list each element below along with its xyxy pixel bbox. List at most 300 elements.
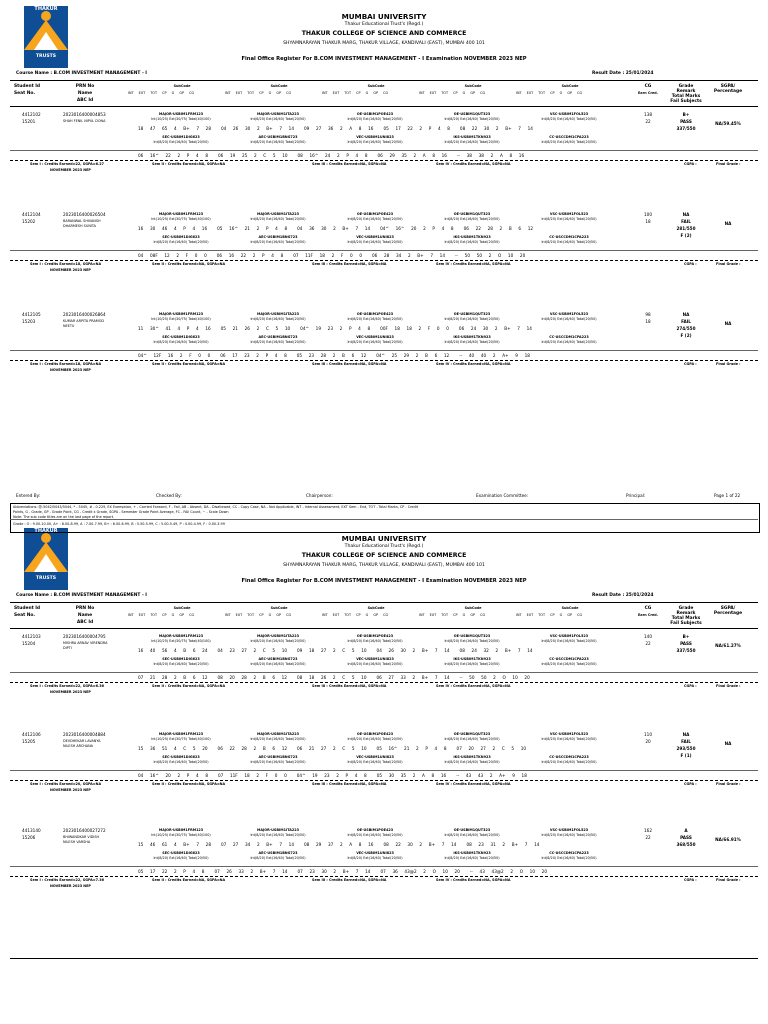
subject-marks-scheme: Int(8/20) Ext(16/40) Total(20/50) — [250, 662, 306, 666]
final-grade-label: Final Grade : — [716, 782, 741, 786]
student-id: 4412102 — [22, 112, 41, 117]
col-sub-fields: INT EXT TOT CP G GP CG — [128, 91, 195, 95]
student-name: BARANWAL SHIVANSH — [63, 219, 101, 223]
sem3-summary: Sem III : Credits Earned=NA, SGPA=NA — [312, 878, 387, 882]
subject-marks-scheme: Int(8/20) Ext(16/40) Total(20/50) — [347, 217, 403, 221]
marks-row-1: 15 46 61 4 B+ 7 28 07 27 34 2 B+ 7 14 08 29 37 2 A 8 16 08 22 30 2 B+ 7 14 08 23 31 2 B+ 7 14 — [138, 842, 540, 847]
subject-code: SEC-USBIM1DIG623 — [162, 335, 200, 339]
subject-marks-scheme: Int(8/20) Ext(16/40) Total(20/50) — [347, 737, 403, 741]
marks-row-2: 06 16^ 22 2 P 4 8 06 19 25 2 C 5 10 08 16^ 24 2 P 4 8 06 29 35 2 A 8 16 -- 38 38 2 A 8 16 — [138, 153, 525, 158]
register-title: Final Office Register For B.COM INVESTMENT MANAGEMENT - I Examination NOVEMBER 2023 NEP — [241, 56, 527, 62]
subject-marks-scheme: Int(10/25) Ext(30/75) Total(40/100) — [151, 737, 211, 741]
col-subcode: SubCode — [270, 84, 288, 88]
university-name: MUMBAI UNIVERSITY — [341, 12, 427, 21]
exam-month: NOVEMBER 2023 NEP — [50, 368, 91, 372]
student-divider — [10, 160, 758, 161]
subject-code: AEC-USBIM1BNG723 — [258, 657, 298, 661]
sem3-summary: Sem III : Credits Earned=NA, SGPA=NA — [312, 782, 387, 786]
total-marks-value: 337/550 — [676, 648, 696, 653]
subject-marks-scheme: Int(10/25) Ext(30/75) Total(40/100) — [151, 317, 211, 321]
student-name-line2: NILESH VARSHA — [63, 840, 91, 844]
remark-value: FAIL — [681, 219, 691, 224]
sem1-summary: Sem I : Credits Earned=22, SGPA=7.36 — [30, 878, 104, 882]
earned-credits: 22 — [645, 835, 651, 840]
grade-legend-rule — [10, 519, 758, 520]
subject-marks-scheme: Int(8/20) Ext(16/40) Total(20/50) — [541, 737, 597, 741]
col-sub-fields: INT EXT TOT CP G GP CG — [516, 613, 583, 617]
subject-code: VSC-USBIM1FOL523 — [549, 112, 589, 116]
subject-marks-scheme: Int(8/20) Ext(16/40) Total(20/50) — [250, 760, 306, 764]
student-divider — [10, 780, 758, 781]
subject-marks-scheme: Int(8/20) Ext(16/40) Total(20/50) — [541, 240, 597, 244]
student-id: 4412105 — [22, 312, 41, 317]
fail-count: F (1) — [680, 753, 692, 758]
col-grade: Grade — [678, 606, 694, 611]
subject-marks-scheme: Int(8/20) Ext(16/40) Total(20/50) — [444, 760, 500, 764]
page-end-rule — [10, 958, 758, 959]
subject-marks-scheme: Int(8/20) Ext(16/40) Total(20/50) — [444, 240, 500, 244]
logo-text: THAKUR — [34, 528, 58, 534]
subject-code: OE-USBIM1QUT323 — [453, 828, 491, 832]
col-subcode: SubCode — [561, 84, 579, 88]
student-divider — [10, 876, 758, 877]
subject-marks-scheme: Int(8/20) Ext(16/40) Total(20/50) — [347, 760, 403, 764]
subject-code: VSC-USBIM1FOL523 — [549, 312, 589, 316]
subject-marks-scheme: Int(8/20) Ext(16/40) Total(20/50) — [444, 737, 500, 741]
cg-value: 140 — [644, 634, 652, 639]
grade-value: B+ — [682, 112, 690, 117]
subject-code: OE-USBIM1POE423 — [356, 312, 394, 316]
subject-code: MAJOR-USBIM1ITA223 — [257, 112, 299, 116]
subject-marks-scheme: Int(8/20) Ext(16/40) Total(20/50) — [444, 833, 500, 837]
col-earn-cred: Earn Cred. — [637, 91, 659, 95]
subject-code: CC-USCCDM1CPA223 — [549, 851, 589, 855]
subject-code: OE-USBIM1QUT323 — [453, 634, 491, 638]
subject-code: AEC-USBIM1BNG723 — [258, 235, 298, 239]
col-sub-fields: INT EXT TOT CP G GP CG — [322, 613, 389, 617]
col-subcode: SubCode — [464, 606, 482, 610]
remark-value: FAIL — [681, 739, 691, 744]
sgpa-percentage: NA — [724, 321, 732, 326]
subject-marks-scheme: Int(8/20) Ext(16/40) Total(20/50) — [250, 833, 306, 837]
marks-divider — [10, 770, 758, 771]
subject-code: IKS-USBIM1TKN923 — [453, 135, 491, 139]
sem3-summary: Sem III : Credits Earned=NA, SGPA=NA — [312, 162, 387, 166]
subject-marks-scheme: Int(8/20) Ext(16/40) Total(20/50) — [444, 117, 500, 121]
total-marks-value: 293/550 — [676, 746, 696, 751]
subject-marks-scheme: Int(8/20) Ext(16/40) Total(20/50) — [541, 317, 597, 321]
subject-marks-scheme: Int(8/20) Ext(16/40) Total(20/50) — [444, 140, 500, 144]
subject-marks-scheme: Int(8/20) Ext(16/40) Total(20/50) — [541, 856, 597, 860]
earned-credits: 18 — [645, 219, 651, 224]
earned-credits: 18 — [645, 319, 651, 324]
college-address: SHYAMNARAYAN THAKUR MARG, THAKUR VILLAGE, KANDIVALI (EAST), MUMBAI 400 101 — [283, 563, 485, 568]
trust-name: Thakur Educational Trust's (Regd.) — [344, 22, 424, 27]
sgpa-percentage: NA/61.27% — [715, 643, 741, 648]
column-header-rule — [10, 106, 758, 107]
subject-marks-scheme: Int(8/20) Ext(16/40) Total(20/50) — [250, 340, 306, 344]
subject-marks-scheme: Int(8/20) Ext(16/40) Total(20/50) — [250, 240, 306, 244]
col-subcode: SubCode — [367, 606, 385, 610]
prn-number: 2023016400004795 — [63, 634, 106, 639]
subject-marks-scheme: Int(8/20) Ext(16/40) Total(20/50) — [250, 317, 306, 321]
remark-value: FAIL — [681, 319, 691, 324]
marks-row-1: 11 30^ 41 4 P 4 16 05 21 26 2 C 5 10 04^ 19 23 2 P 4 8 00F 18 18 2 F 0 0 06 24 30 2 B+ 7 14 — [138, 326, 532, 331]
marks-divider — [10, 866, 758, 867]
subject-code: CC-USCCDM1CPA223 — [549, 135, 589, 139]
subject-marks-scheme: Int(8/20) Ext(16/40) Total(20/50) — [347, 240, 403, 244]
page-number: Page 1 of 22 — [714, 493, 741, 498]
college-address: SHYAMNARAYAN THAKUR MARG, THAKUR VILLAGE, KANDIVALI (EAST), MUMBAI 400 101 — [283, 41, 485, 46]
exam-month: NOVEMBER 2023 NEP — [50, 690, 91, 694]
subject-marks-scheme: Int(8/20) Ext(16/40) Total(20/50) — [444, 340, 500, 344]
subject-marks-scheme: Int(8/20) Ext(16/40) Total(20/50) — [444, 639, 500, 643]
subject-marks-scheme: Int(8/20) Ext(16/40) Total(20/50) — [444, 217, 500, 221]
total-marks-value: 337/550 — [676, 126, 696, 131]
sem2-summary: Sem II : Credits Earned=NA, SGPA=NA — [152, 362, 226, 366]
exam-month: NOVEMBER 2023 NEP — [50, 884, 91, 888]
sem1-summary: Sem I : Credits Earned=22, SGPA=6.27 — [30, 162, 104, 166]
subject-marks-scheme: Int(10/25) Ext(30/75) Total(40/100) — [151, 833, 211, 837]
sem2-summary: Sem II : Credits Earned=NA, SGPA=NA — [152, 782, 226, 786]
exam-month: NOVEMBER 2023 NEP — [50, 788, 91, 792]
subject-marks-scheme: Int(8/20) Ext(16/40) Total(20/50) — [541, 217, 597, 221]
subject-code: MAJOR-USBIM1ITA223 — [257, 634, 299, 638]
sgpa-percentage: NA/66.91% — [715, 837, 741, 842]
subject-code: MAJOR-USBIM1FRM123 — [158, 312, 204, 316]
sgpa-percentage: NA/59.45% — [715, 121, 741, 126]
subject-code: MAJOR-USBIM1FRM123 — [158, 828, 204, 832]
prn-number: 2023016400026504 — [63, 212, 106, 217]
student-divider — [10, 682, 758, 683]
prn-number: 2023016400027272 — [63, 828, 106, 833]
subject-code: VEC-USBIM1UNI823 — [356, 657, 394, 661]
marks-row-1: 18 47 65 4 B+ 7 28 04 26 30 2 B+ 7 14 09 27 36 2 A 8 16 05 17 22 2 P 4 8 08 22 30 2 B+ 7 14 — [138, 126, 533, 131]
sem4-summary: Sem IV : Credits Earned=NA, SGPA=NA — [436, 262, 511, 266]
col-subcode: SubCode — [173, 606, 191, 610]
subject-marks-scheme: Int(8/20) Ext(16/40) Total(20/50) — [250, 217, 306, 221]
final-grade-label: Final Grade : — [716, 362, 741, 366]
sem2-summary: Sem II : Credits Earned=NA, SGPA=NA — [152, 162, 226, 166]
earned-credits: 22 — [645, 119, 651, 124]
subject-marks-scheme: Int(8/20) Ext(16/40) Total(20/50) — [347, 317, 403, 321]
subject-code: CC-USCCDM1CPA223 — [549, 755, 589, 759]
sem2-summary: Sem II : Credits Earned=NA, SGPA=NA — [152, 684, 226, 688]
col-total-marks: Total Marks — [671, 94, 701, 99]
student-name-line2: DHARMESH SUNITA — [63, 224, 96, 228]
subject-marks-scheme: Int(8/20) Ext(16/40) Total(20/50) — [153, 662, 209, 666]
total-marks-value: 281/550 — [676, 226, 696, 231]
subject-marks-scheme: Int(8/20) Ext(16/40) Total(20/50) — [347, 833, 403, 837]
subject-marks-scheme: Int(8/20) Ext(16/40) Total(20/50) — [153, 240, 209, 244]
subject-marks-scheme: Int(8/20) Ext(16/40) Total(20/50) — [250, 140, 306, 144]
col-remark: Remark — [676, 89, 696, 94]
subject-code: IKS-USBIM1TKN923 — [453, 657, 491, 661]
subject-marks-scheme: Int(8/20) Ext(16/40) Total(20/50) — [250, 639, 306, 643]
subject-marks-scheme: Int(8/20) Ext(16/40) Total(20/50) — [347, 140, 403, 144]
subject-marks-scheme: Int(10/25) Ext(30/75) Total(40/100) — [151, 217, 211, 221]
sem1-summary: Sem I : Credits Earned=22, SGPA=6.36 — [30, 684, 104, 688]
col-sub-fields: INT EXT TOT CP G GP CG — [128, 613, 195, 617]
result-date: Result Date : 25/01/2024 — [592, 71, 654, 76]
subject-code: OE-USBIM1POE423 — [356, 732, 394, 736]
subject-code: MAJOR-USBIM1FRM123 — [158, 732, 204, 736]
marks-row-2: 07 21 28 2 B 6 12 08 20 28 2 B 6 12 08 18 26 2 C 5 10 06 27 33 2 B+ 7 14 -- 50 50 2 O 10 20 — [138, 675, 530, 680]
col-total-marks: Total Marks — [671, 616, 701, 621]
subject-code: IKS-USBIM1TKN923 — [453, 235, 491, 239]
col-sub-fields: INT EXT TOT CP G GP CG — [322, 91, 389, 95]
sem4-summary: Sem IV : Credits Earned=NA, SGPA=NA — [436, 162, 511, 166]
subject-code: IKS-USBIM1TKN923 — [453, 851, 491, 855]
prn-number: 2023016400004884 — [63, 732, 106, 737]
student-divider — [10, 360, 758, 361]
col-percentage: Percentage — [713, 611, 743, 616]
subject-marks-scheme: Int(8/20) Ext(16/40) Total(20/50) — [541, 662, 597, 666]
sem4-summary: Sem IV : Credits Earned=NA, SGPA=NA — [436, 782, 511, 786]
marks-row-1: 15 36 51 4 C 5 20 06 22 28 2 B 6 12 06 21 27 2 C 5 10 05 16^ 21 2 P 4 8 07 20 27 2 C 5 10 — [138, 746, 527, 751]
grade-value: NA — [682, 312, 690, 317]
exam-month: NOVEMBER 2023 NEP — [50, 168, 91, 172]
cg-value: 138 — [644, 112, 652, 117]
subject-marks-scheme: Int(8/20) Ext(16/40) Total(20/50) — [444, 662, 500, 666]
subject-code: MAJOR-USBIM1FRM123 — [158, 112, 204, 116]
subject-marks-scheme: Int(8/20) Ext(16/40) Total(20/50) — [250, 856, 306, 860]
subject-marks-scheme: Int(10/25) Ext(30/75) Total(40/100) — [151, 639, 211, 643]
col-fail-subjects: Fail Subjects — [670, 99, 702, 104]
col-percentage: Percentage — [713, 89, 743, 94]
col-subcode: SubCode — [173, 84, 191, 88]
marks-row-2: 04^ 12F 16 2 F 0 0 06 17 23 2 P 4 8 05 23 28 2 B 6 12 04^ 25 29 2 B 6 12 -- 40 40 2 A+ 9 18 — [138, 353, 530, 358]
earned-credits: 22 — [645, 641, 651, 646]
sem4-summary: Sem IV : Credits Earned=NA, SGPA=NA — [436, 362, 511, 366]
grade-value: B+ — [682, 634, 690, 639]
sem3-summary: Sem III : Credits Earned=NA, SGPA=NA — [312, 684, 387, 688]
subject-marks-scheme: Int(8/20) Ext(16/40) Total(20/50) — [541, 117, 597, 121]
subject-marks-scheme: Int(8/20) Ext(16/40) Total(20/50) — [153, 140, 209, 144]
header-rule — [10, 80, 758, 81]
result-date: Result Date : 25/01/2024 — [592, 593, 654, 598]
subject-code: VEC-USBIM1UNI823 — [356, 235, 394, 239]
col-abc: ABC Id — [76, 98, 94, 103]
student-id: 4413140 — [22, 828, 41, 833]
logo-subtext: TRUSTS — [35, 54, 57, 59]
sem1-summary: Sem I : Credits Earned=20, SGPA=NA — [30, 782, 102, 786]
seat-number: 15203 — [22, 319, 36, 324]
student-id: 4412103 — [22, 634, 41, 639]
exam-month: NOVEMBER 2023 NEP — [50, 268, 91, 272]
marks-row-2: 04 16^ 20 2 P 4 8 07 11F 18 2 F 0 0 04^ 19 23 2 P 4 8 05 30 35 2 A 8 16 -- 43 43 2 A+ 9 18 — [138, 773, 527, 778]
seat-number: 15201 — [22, 119, 36, 124]
chairperson-label: Chairperson: — [306, 493, 333, 498]
subject-code: OE-USBIM1POE423 — [356, 634, 394, 638]
subject-code: CC-USCCDM1CPA223 — [549, 335, 589, 339]
abbreviations-text-2: Points, G - Grade, GP - Grade Point, CG - Credit x Grade, SGPA - Semester Grade Point Average, FC - FAil Count, ~ - Scale Down — [13, 510, 229, 514]
final-grade-label: Final Grade : — [716, 162, 741, 166]
marks-divider — [10, 672, 758, 673]
subject-code: MAJOR-USBIM1FRM123 — [158, 212, 204, 216]
subject-code: VEC-USBIM1UNI823 — [356, 335, 394, 339]
grade-value: A — [684, 828, 688, 833]
subject-code: SEC-USBIM1DIG623 — [162, 851, 200, 855]
subject-code: IKS-USBIM1TKN923 — [453, 755, 491, 759]
col-subcode: SubCode — [561, 606, 579, 610]
col-sgpa: SGPA/ — [720, 606, 736, 611]
subject-marks-scheme: Int(8/20) Ext(16/40) Total(20/50) — [444, 856, 500, 860]
col-sub-fields: INT EXT TOT CP G GP CG — [419, 91, 486, 95]
subject-marks-scheme: Int(8/20) Ext(16/40) Total(20/50) — [250, 737, 306, 741]
subject-marks-scheme: Int(8/20) Ext(16/40) Total(20/50) — [347, 340, 403, 344]
student-name: BHIWANDKAR VIDISH — [63, 835, 100, 839]
col-seat-no: Seat No. — [14, 613, 36, 618]
fail-count: F (2) — [680, 233, 692, 238]
subject-code: AEC-USBIM1BNG723 — [258, 135, 298, 139]
sem2-summary: Sem II : Credits Earned=NA, SGPA=NA — [152, 878, 226, 882]
subject-code: OE-USBIM1QUT323 — [453, 312, 491, 316]
subject-code: SEC-USBIM1DIG623 — [162, 755, 200, 759]
subject-code: VEC-USBIM1UNI823 — [356, 851, 394, 855]
marks-row-1: 16 30 46 4 P 4 16 05 16^ 21 2 P 4 8 04 36 30 2 B+ 7 14 04^ 16^ 20 2 P 4 8 06 22 28 2 B 6 12 — [138, 226, 534, 231]
cgpa-label: CGPA : — [684, 362, 697, 366]
marks-row-1: 16 40 56 4 B 6 24 04 23 27 2 C 5 10 09 18 27 2 C 5 10 04 26 30 2 B+ 7 14 08 24 32 2 B+ 7 14 — [138, 648, 533, 653]
cgpa-label: CGPA : — [684, 684, 697, 688]
student-id: 4412106 — [22, 732, 41, 737]
sem3-summary: Sem III : Credits Earned=NA, SGPA=NA — [312, 262, 387, 266]
prn-number: 2023016400026864 — [63, 312, 106, 317]
subject-code: SEC-USBIM1DIG623 — [162, 235, 200, 239]
subject-code: CC-USCCDM1CPA223 — [549, 235, 589, 239]
col-sub-fields: INT EXT TOT CP G GP CG — [419, 613, 486, 617]
cg-value: 110 — [644, 732, 652, 737]
subject-marks-scheme: Int(8/20) Ext(16/40) Total(20/50) — [541, 340, 597, 344]
col-subcode: SubCode — [367, 84, 385, 88]
cgpa-label: CGPA : — [684, 262, 697, 266]
subject-code: OE-USBIM1QUT323 — [453, 112, 491, 116]
col-fail-subjects: Fail Subjects — [670, 621, 702, 626]
fail-count: F (2) — [680, 333, 692, 338]
subject-code: VSC-USBIM1FOL523 — [549, 828, 589, 832]
col-student-id: Student Id — [14, 84, 41, 89]
checked-by-label: Checked By: — [156, 493, 182, 498]
principal-label: Principal: — [626, 493, 646, 498]
col-sub-fields: INT EXT TOT CP G GP CG — [516, 91, 583, 95]
sem1-summary: Sem I : Credits Earned=18, SGPA=NA — [30, 362, 102, 366]
subject-code: AEC-USBIM1BNG723 — [258, 851, 298, 855]
subject-code: OE-USBIM1POE423 — [356, 112, 394, 116]
student-name: KUMAR ARPITA PRAMOD — [63, 319, 105, 323]
col-subcode: SubCode — [464, 84, 482, 88]
grade-legend: Grade : O : 9.00-10.00, A+ : 8.00-8.99, A : 7.00-7.99, B+ : 6.00-6.99, B : 5.50-5.99, C : 5.00-5.49, P : 4.00-4.99, F : 0.00-3.99 — [13, 522, 225, 526]
remark-value: PASS — [680, 835, 692, 840]
student-name: DEVDHEKAR LAVANYA — [63, 739, 101, 743]
subject-code: MAJOR-USBIM1FRM123 — [158, 634, 204, 638]
logo-subtext: TRUSTS — [35, 576, 57, 581]
subject-code: VEC-USBIM1UNI823 — [356, 755, 394, 759]
subject-marks-scheme: Int(8/20) Ext(16/40) Total(20/50) — [541, 140, 597, 144]
col-seat-no: Seat No. — [14, 91, 36, 96]
sem1-summary: Sem I : Credits Earned=18, SGPA=NA — [30, 262, 102, 266]
entered-by-label: Entered By: — [16, 493, 41, 498]
col-name: Name — [77, 91, 93, 96]
col-abc: ABC Id — [76, 620, 94, 625]
subject-code: AEC-USBIM1BNG723 — [258, 335, 298, 339]
seat-number: 15206 — [22, 835, 36, 840]
student-name: SHAH FENIL NIPUL DONA — [63, 119, 106, 123]
remark-value: PASS — [680, 641, 692, 646]
examination-committee-label: Examination Committee: — [476, 493, 529, 498]
subject-marks-scheme: Int(8/20) Ext(16/40) Total(20/50) — [444, 317, 500, 321]
college-name: THAKUR COLLEGE OF SCIENCE AND COMMERCE — [301, 30, 467, 37]
subject-code: MAJOR-USBIM1ITA223 — [257, 312, 299, 316]
subject-code: CC-USCCDM1CPA223 — [549, 657, 589, 661]
course-name: Course Name : B.COM INVESTMENT MANAGEMENT - I — [16, 593, 147, 598]
seat-number: 15202 — [22, 219, 36, 224]
column-header-rule — [10, 628, 758, 629]
sem3-summary: Sem III : Credits Earned=NA, SGPA=NA — [312, 362, 387, 366]
subject-marks-scheme: Int(8/20) Ext(16/40) Total(20/50) — [153, 340, 209, 344]
subject-code: VEC-USBIM1UNI823 — [356, 135, 394, 139]
total-marks-value: 274/550 — [676, 326, 696, 331]
subject-code: MAJOR-USBIM1ITA223 — [257, 212, 299, 216]
cgpa-label: CGPA : — [684, 782, 697, 786]
marks-divider — [10, 250, 758, 251]
total-marks-value: 368/550 — [676, 842, 696, 847]
subject-marks-scheme: Int(8/20) Ext(16/40) Total(20/50) — [347, 662, 403, 666]
sgpa-percentage: NA — [724, 741, 732, 746]
subject-code: SEC-USBIM1DIG623 — [162, 135, 200, 139]
col-grade: Grade — [678, 84, 694, 89]
subject-marks-scheme: Int(8/20) Ext(16/40) Total(20/50) — [153, 760, 209, 764]
student-name: MISHRA ARNAV VIRENDRA — [63, 641, 108, 645]
course-name: Course Name : B.COM INVESTMENT MANAGEMENT - I — [16, 71, 147, 76]
subject-marks-scheme: Int(8/20) Ext(16/40) Total(20/50) — [541, 639, 597, 643]
marks-divider — [10, 150, 758, 151]
prn-number: 2023016400004853 — [63, 112, 106, 117]
cgpa-label: CGPA : — [684, 878, 697, 882]
seat-number: 15204 — [22, 641, 36, 646]
subject-code: MAJOR-USBIM1ITA223 — [257, 828, 299, 832]
subject-marks-scheme: Int(8/20) Ext(16/40) Total(20/50) — [541, 760, 597, 764]
subject-marks-scheme: Int(8/20) Ext(16/40) Total(20/50) — [250, 117, 306, 121]
final-grade-label: Final Grade : — [716, 262, 741, 266]
col-prn: PRN No — [75, 84, 95, 89]
subject-code: VSC-USBIM1FOL523 — [549, 732, 589, 736]
subject-marks-scheme: Int(10/25) Ext(30/75) Total(40/100) — [151, 117, 211, 121]
university-name: MUMBAI UNIVERSITY — [341, 534, 427, 543]
subject-code: SEC-USBIM1DIG623 — [162, 657, 200, 661]
col-cg: CG — [644, 606, 652, 611]
subject-code: AEC-USBIM1BNG723 — [258, 755, 298, 759]
subject-marks-scheme: Int(8/20) Ext(16/40) Total(20/50) — [347, 117, 403, 121]
subject-code: VSC-USBIM1FOL523 — [549, 212, 589, 216]
subject-marks-scheme: Int(8/20) Ext(16/40) Total(20/50) — [541, 833, 597, 837]
subject-code: OE-USBIM1QUT323 — [453, 212, 491, 216]
cg-value: 162 — [644, 828, 652, 833]
student-name-line2: NEETU — [63, 324, 75, 328]
sem4-summary: Sem IV : Credits Earned=NA, SGPA=NA — [436, 684, 511, 688]
college-name: THAKUR COLLEGE OF SCIENCE AND COMMERCE — [301, 552, 467, 559]
remark-value: PASS — [680, 119, 692, 124]
col-cg: CG — [644, 84, 652, 89]
marks-row-2: 04 08F 12 2 F 0 0 06 16 22 2 P 4 8 07 11F 18 2 F 0 0 06 28 34 2 B+ 7 14 -- 50 50 2 O 10 20 — [138, 253, 526, 258]
register-title: Final Office Register For B.COM INVESTMENT MANAGEMENT - I Examination NOVEMBER 2023 NEP — [241, 578, 527, 584]
subject-marks-scheme: Int(8/20) Ext(16/40) Total(20/50) — [347, 639, 403, 643]
abbreviations-text: Abbreviations: @-5042/5043/5044, * - 5045, # - 0.229, EX Exemption, + - Carried Forward, F - Fail, AB - Absent, DA - Disallowed, CC - Copy Case, NA - Not Applicable, INT - Internal Assessment, EXT Sem - End, TOT - Total Marks, CP - Credit — [13, 505, 418, 509]
header-rule — [10, 602, 758, 603]
student-divider — [10, 260, 758, 261]
col-name: Name — [77, 613, 93, 618]
student-id: 4412104 — [22, 212, 41, 217]
student-name-line2: DIPTI — [63, 646, 72, 650]
